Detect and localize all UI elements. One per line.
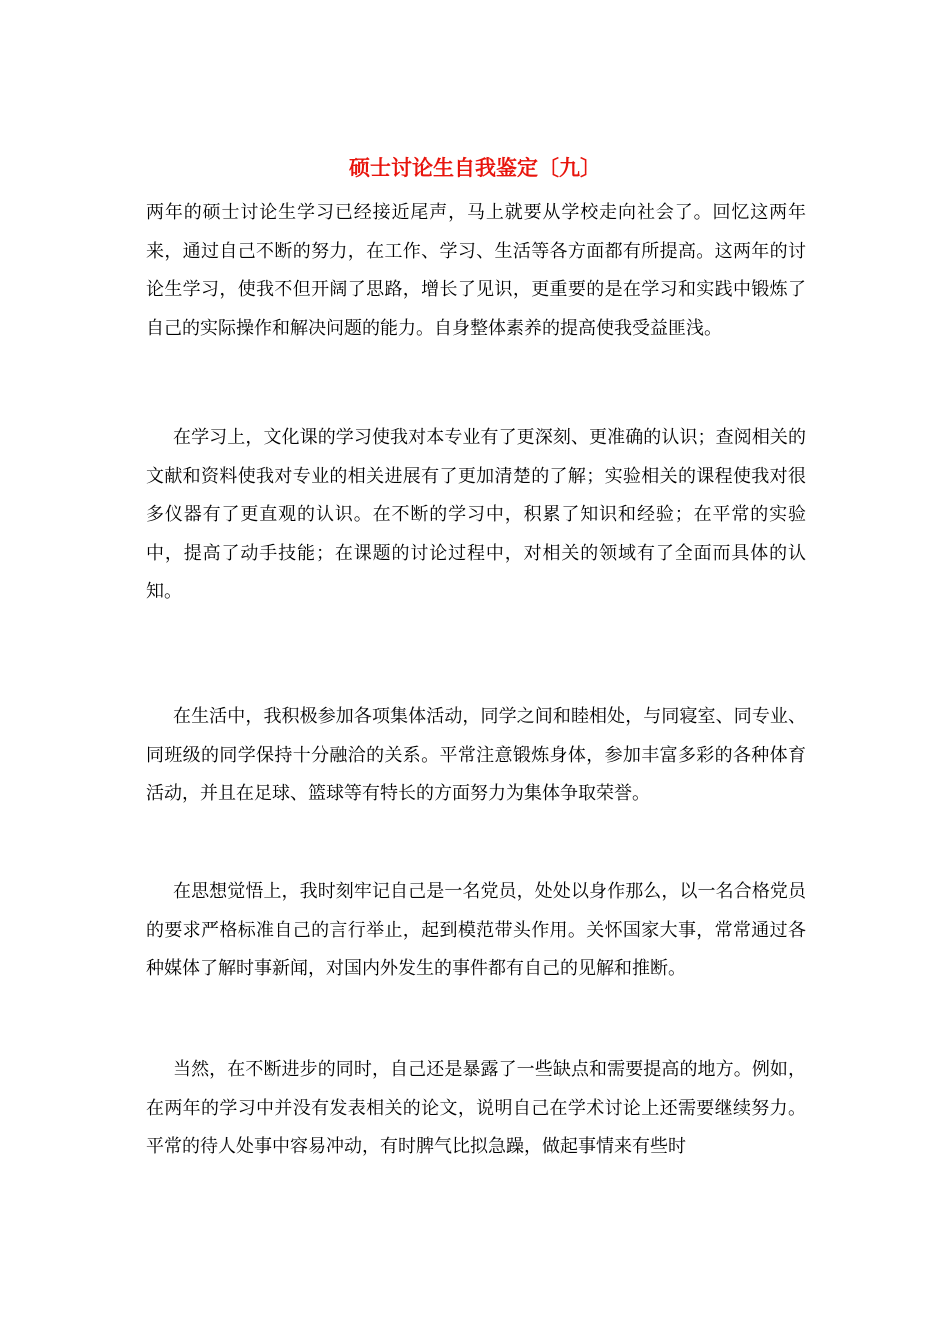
paragraph-intro: 两年的硕士讨论生学习已经接近尾声，马上就要从学校走向社会了。回忆这两年来，通过自己不断的努力，在工作、学习、生活等各方面都有所提高。这两年的讨论生学习，使我不但开阔了思路，增长了见识，更重要的是在学习和实践中锻炼了自己的实际操作和解决问题的能力。自身整体素养的提高使我受益匪浅。	[146, 202, 806, 339]
paragraph-life: 在生活中，我积极参加各项集体活动，同学之间和睦相处，与同寝室、同专业、同班级的同学保持十分融洽的关系。平常注意锻炼身体，参加丰富多彩的各种体育活动，并且在足球、篮球等有特长的方面努力为集体争取荣誉。	[146, 706, 806, 804]
paragraph-ideology: 在思想觉悟上，我时刻牢记自己是一名党员，处处以身作那么，以一名合格党员的要求严格标准自己的言行举止，起到模范带头作用。关怀国家大事，常常通过各种媒体了解时事新闻，对国内外发生的事件都有自己的见解和推断。	[146, 881, 806, 979]
document-title: 硕士讨论生自我鉴定〔九〕	[349, 155, 601, 180]
paragraph-study: 在学习上，文化课的学习使我对本专业有了更深刻、更准确的认识；查阅相关的文献和资料使我对专业的相关进展有了更加清楚的了解；实验相关的课程使我对很多仪器有了更直观的认识。在不断的学习中，积累了知识和经验；在平常的实验中，提高了动手技能；在课题的讨论过程中，对相关的领域有了全面而具体的认知。	[146, 427, 806, 602]
paragraph-shortcomings: 当然，在不断进步的同时，自己还是暴露了一些缺点和需要提高的地方。例如，在两年的学习中并没有发表相关的论文，说明自己在学术讨论上还需要继续努力。平常的待人处事中容易冲动，有时脾气比拟急躁，做起事情来有些时	[146, 1059, 806, 1157]
